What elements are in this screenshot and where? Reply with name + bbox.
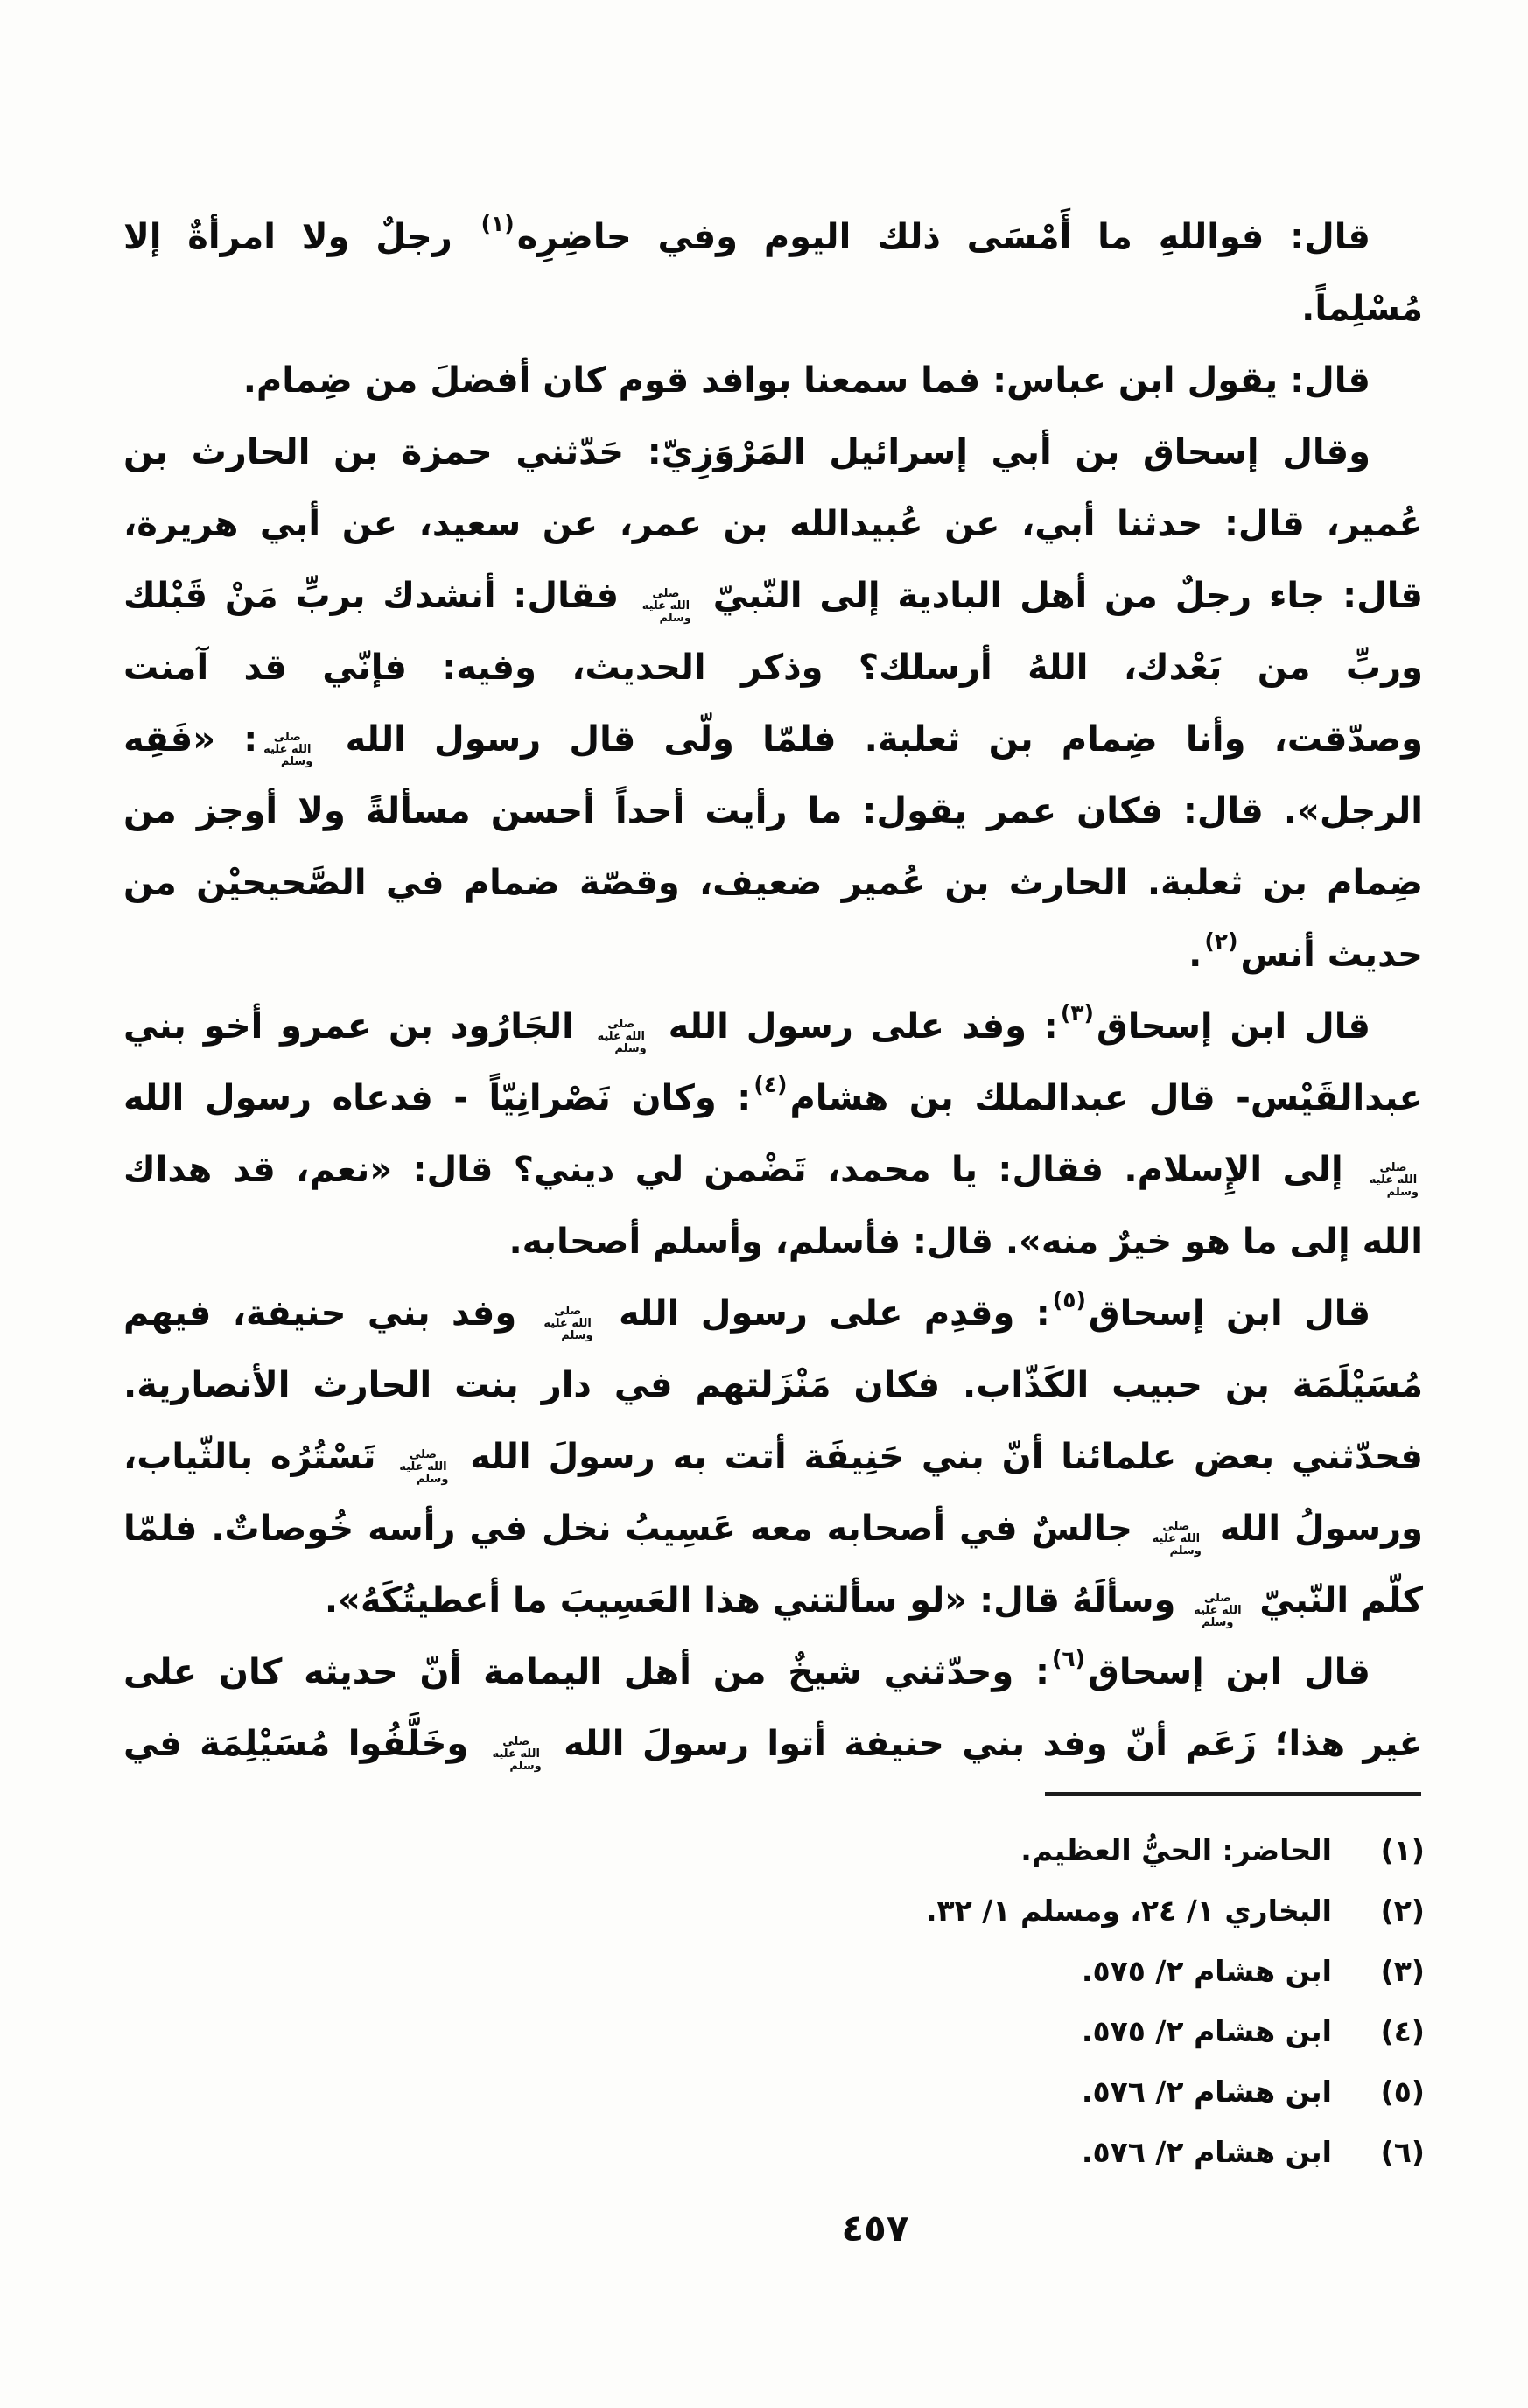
text-segment: : وكان نَصْرانِيّاً - فدعاه رسول الله [123, 1078, 752, 1118]
text-segment: الجَارُود بن عمرو أخو بني [123, 1006, 592, 1046]
text-line [123, 704, 1423, 775]
text-line [123, 632, 1423, 704]
footnote-item [130, 1941, 1425, 2001]
sallallahu-alayhi-wasallam-symbol: صلى الله عليه وسلم [1369, 1160, 1419, 1199]
text-line [123, 1134, 1423, 1206]
main-text [123, 201, 1423, 1780]
footnote-text: ابن هشام ٢/ ٥٧٦. [1081, 2135, 1332, 2169]
text-line [123, 345, 1423, 416]
text-segment: : وحدّثني شيخٌ من أهل اليمامة أنّ حديثه كان على [123, 1652, 1049, 1692]
text-segment: عُمير، قال: حدثنا أبي، عن عُبيدالله بن عمر، عن سعيد، عن أبي هريرة، [123, 504, 1423, 544]
text-segment: . [1188, 934, 1202, 975]
text-segment: قال ابن إسحاق [1088, 1293, 1371, 1334]
text-line [123, 201, 1423, 273]
text-line [123, 919, 1423, 990]
text-segment: فحدّثني بعض علمائنا أنّ بني حَنِيفَة أتت به رسولَ الله [452, 1437, 1423, 1477]
text-segment: جالسٌ في أصحابه معه عَسِيبُ نخل في رأسه خُوصاتٌ. فلمّا [123, 1508, 1146, 1549]
footnote-number: (٤) [1380, 2014, 1425, 2048]
text-segment: : وقدِم على رسول الله [597, 1293, 1050, 1334]
footnote-number: (٣) [1380, 1954, 1425, 1988]
footnote-item [130, 2001, 1425, 2062]
footnote-item [130, 1880, 1425, 1941]
text-line [123, 775, 1423, 847]
footnote-marker: (٤) [753, 1072, 788, 1097]
text-line [123, 416, 1423, 488]
footnote-text: الحاضر: الحيُّ العظيم. [1020, 1833, 1332, 1867]
footnote-marker: (٣) [1060, 1000, 1094, 1026]
page-number: ٤٥٧ [841, 2207, 909, 2250]
text-line [123, 1278, 1423, 1349]
footnote-marker: (٥) [1052, 1287, 1086, 1312]
text-segment: ورسولُ الله [1205, 1508, 1423, 1549]
footnote-text: ابن هشام ٢/ ٥٧٦. [1081, 2075, 1332, 2109]
footnote-number: (٢) [1380, 1894, 1425, 1928]
sallallahu-alayhi-wasallam-symbol: صلى الله عليه وسلم [1152, 1519, 1202, 1558]
text-segment: الرجل». قال: فكان عمر يقول: ما رأيت أحداً أحسن مسألةً ولا أوجز من [123, 791, 1423, 831]
text-segment: وربِّ من بَعْدك، اللهُ أرسلك؟ وذكر الحديث، وفيه: فإنّي قد آمنت [123, 648, 1423, 688]
text-segment: قال: جاء رجلٌ من أهل البادية إلى النّبيّ [695, 576, 1423, 616]
footnote-text: البخاري ١/ ٢٤، ومسلم ١/ ٣٢. [925, 1894, 1332, 1928]
text-segment: كلّم النّبيّ [1247, 1580, 1423, 1620]
text-segment: تَسْتُرُه بالثّياب، [123, 1437, 394, 1477]
text-line [123, 1349, 1423, 1421]
footnote-marker: (٢) [1204, 928, 1238, 954]
text-line [123, 1062, 1423, 1134]
sallallahu-alayhi-wasallam-symbol: صلى الله عليه وسلم [492, 1734, 542, 1773]
text-segment: حديث أنس [1240, 934, 1423, 975]
text-line [123, 990, 1423, 1062]
text-segment: رجلٌ ولا امرأةٌ إلا [123, 217, 479, 257]
footnote-number: (٦) [1380, 2135, 1425, 2169]
text-segment: وفد بني حنيفة، فيهم [123, 1293, 538, 1334]
text-line [123, 1564, 1423, 1636]
text-segment: قال: يقول ابن عباس: فما سمعنا بوافد قوم كان أفضلَ من ضِمام. [242, 360, 1370, 401]
text-segment: مُسْلِماً. [1301, 289, 1423, 329]
text-segment: مُسَيْلَمَة بن حبيب الكَذّاب. فكان مَنْزَلتهم في دار بنت الحارث الأنصارية. [123, 1365, 1423, 1405]
footnotes [130, 1820, 1425, 2182]
text-line [123, 1636, 1423, 1708]
sallallahu-alayhi-wasallam-symbol: صلى الله عليه وسلم [1194, 1591, 1242, 1629]
text-segment: الله إلى ما هو خيرٌ منه». قال: فأسلم، وأسلم أصحابه. [508, 1222, 1423, 1262]
text-line [123, 1421, 1423, 1493]
text-segment: قال ابن إسحاق [1088, 1652, 1370, 1692]
text-segment: وقال إسحاق بن أبي إسرائيل المَرْوَزِيّ: حَدّثني حمزة بن الحارث بن [123, 432, 1370, 472]
text-segment: وصدّقت، وأنا ضِمام بن ثعلبة. فلمّا ولّى قال رسول الله [317, 719, 1424, 760]
text-segment: فقال: أنشدك بربِّ مَنْ قَبْلك [123, 576, 636, 616]
text-segment: وسألَهُ قال: «لو سألتني هذا العَسِيبَ ما أعطيتُكَهُ». [324, 1580, 1188, 1620]
sallallahu-alayhi-wasallam-symbol: صلى الله عليه وسلم [641, 586, 691, 625]
text-segment: : «فَقِه [123, 719, 258, 760]
text-segment: غير هذا؛ زَعَم أنّ وفد بني حنيفة أتوا رسولَ الله [545, 1724, 1423, 1764]
footnote-item [130, 2122, 1425, 2182]
text-segment: وخَلَّفُوا مُسَيْلِمَة في [123, 1724, 487, 1764]
footnote-item [130, 1820, 1425, 1880]
footnote-separator [1045, 1792, 1421, 1796]
text-line [123, 560, 1423, 632]
text-line [123, 273, 1423, 345]
text-line [123, 1493, 1423, 1564]
footnote-marker: (١) [480, 211, 515, 236]
footnote-number: (٥) [1380, 2075, 1425, 2109]
text-segment: قال ابن إسحاق [1096, 1006, 1370, 1046]
sallallahu-alayhi-wasallam-symbol: صلى الله عليه وسلم [543, 1304, 593, 1342]
sallallahu-alayhi-wasallam-symbol: صلى الله عليه وسلم [263, 730, 313, 768]
sallallahu-alayhi-wasallam-symbol: صلى الله عليه وسلم [597, 1017, 647, 1055]
text-segment: قال: فواللهِ ما أَمْسَى ذلك اليوم وفي حاضِرِه [516, 217, 1370, 257]
footnote-number: (١) [1380, 1833, 1425, 1867]
text-segment: إلى الإِسلام. فقال: يا محمد، تَضْمن لي ديني؟ قال: «نعم، قد هداك [123, 1150, 1363, 1190]
text-segment: : وفد على رسول الله [650, 1006, 1058, 1046]
footnote-text: ابن هشام ٢/ ٥٧٥. [1081, 2014, 1332, 2048]
text-line [123, 488, 1423, 560]
sallallahu-alayhi-wasallam-symbol: صلى الله عليه وسلم [399, 1447, 449, 1486]
footnote-item [130, 2062, 1425, 2122]
footnote-text: ابن هشام ٢/ ٥٧٥. [1081, 1954, 1332, 1988]
text-line [123, 847, 1423, 919]
text-segment: عبدالقَيْس- قال عبدالملك بن هشام [789, 1078, 1423, 1118]
text-line [123, 1708, 1423, 1780]
footnote-marker: (٦) [1051, 1646, 1086, 1671]
text-line [123, 1206, 1423, 1278]
text-segment: ضِمام بن ثعلبة. الحارث بن عُمير ضعيف، وقصّة ضمام في الصَّحيحيْن من [123, 863, 1423, 903]
